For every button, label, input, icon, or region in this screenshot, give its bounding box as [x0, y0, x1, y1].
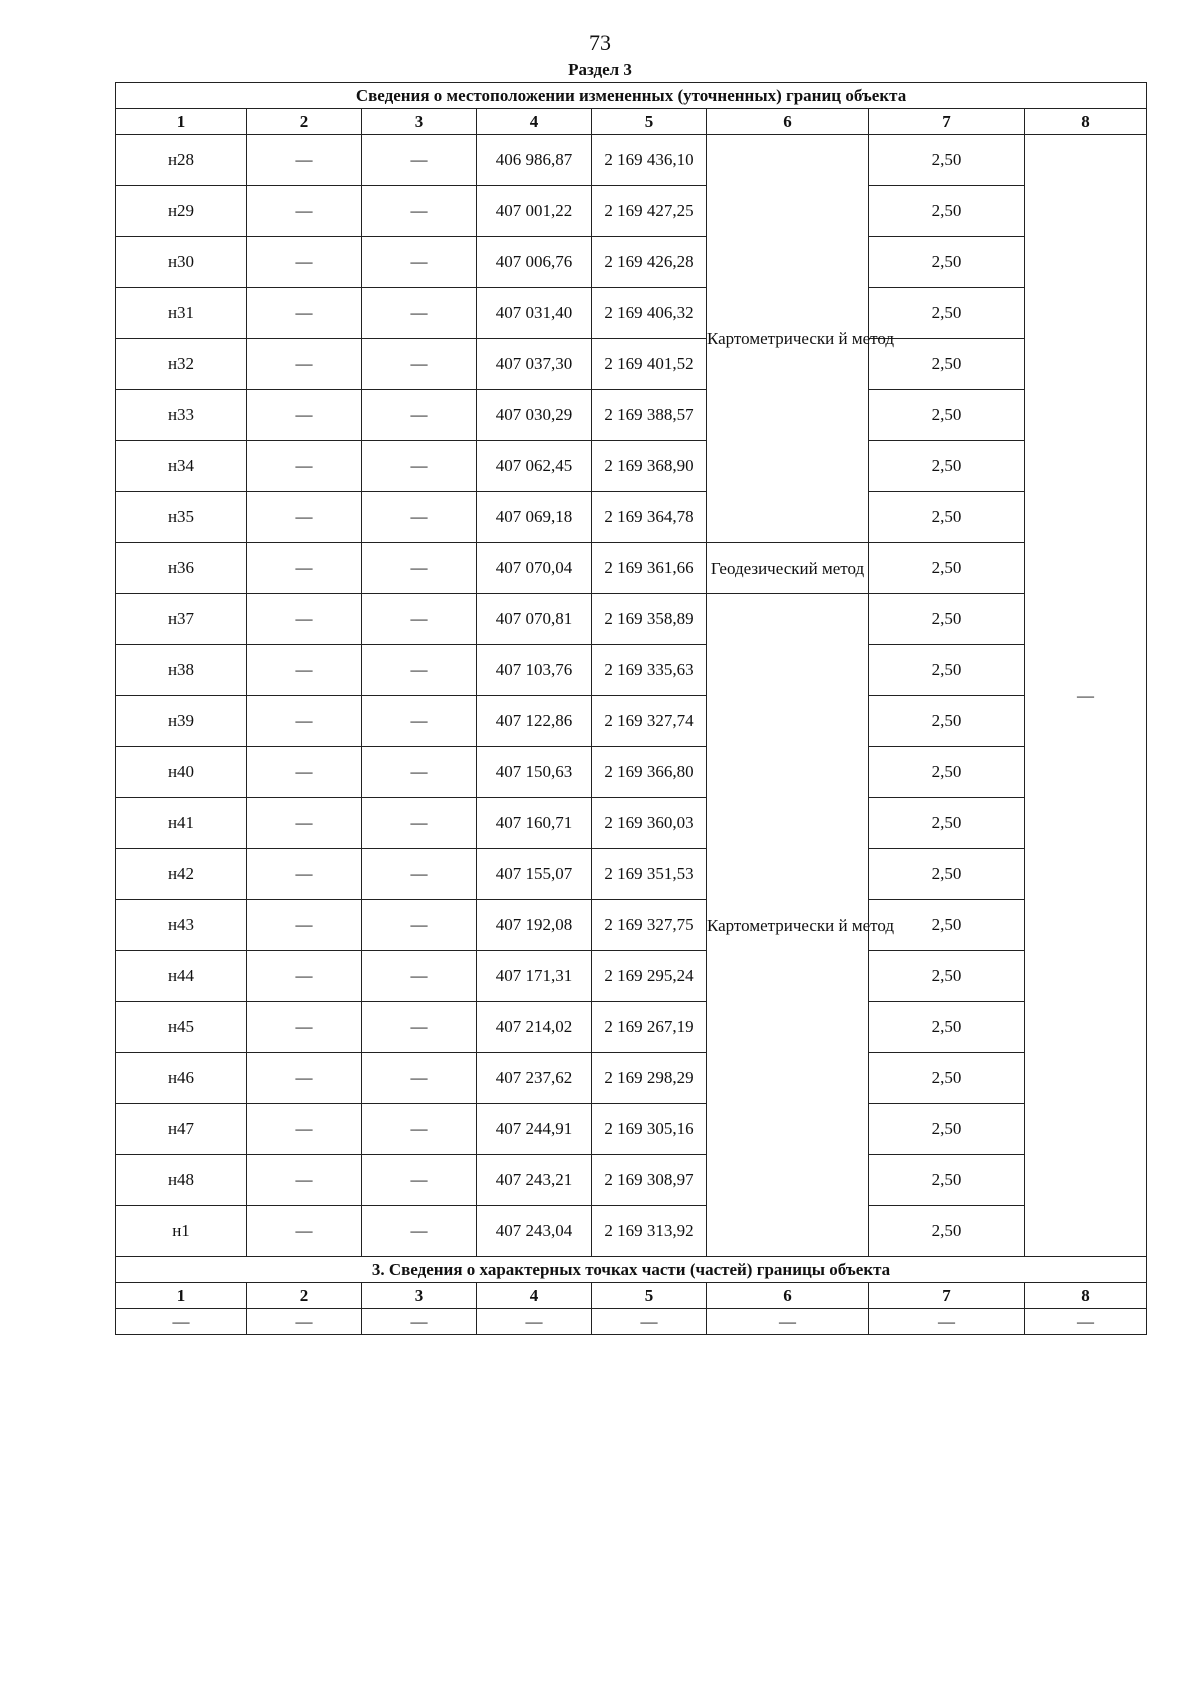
accuracy-value: 2,50 — [869, 1104, 1025, 1155]
column-2-value: — — [247, 441, 362, 492]
column-2-value: — — [247, 1053, 362, 1104]
y-coordinate: 2 169 368,90 — [592, 441, 707, 492]
accuracy-value: 2,50 — [869, 900, 1025, 951]
table-row — [116, 849, 1147, 900]
x-coordinate: 407 062,45 — [477, 441, 592, 492]
accuracy-value: 2,50 — [869, 441, 1025, 492]
x-coordinate: 407 122,86 — [477, 696, 592, 747]
empty-cell: — — [477, 1309, 592, 1335]
accuracy-value: 2,50 — [869, 594, 1025, 645]
y-coordinate: 2 169 406,32 — [592, 288, 707, 339]
column-3-value: — — [362, 1002, 477, 1053]
section-title: Раздел 3 — [568, 60, 632, 79]
accuracy-value: 2,50 — [869, 1155, 1025, 1206]
point-id: н45 — [116, 1002, 247, 1053]
table-row — [116, 135, 1147, 186]
column-number: 1 — [116, 1283, 247, 1309]
column-number-row — [116, 109, 1147, 135]
y-coordinate: 2 169 295,24 — [592, 951, 707, 1002]
table-row — [116, 186, 1147, 237]
column-8-value: — — [1025, 135, 1147, 1257]
y-coordinate: 2 169 364,78 — [592, 492, 707, 543]
column-number: 5 — [592, 109, 707, 135]
column-3-value: — — [362, 1104, 477, 1155]
column-number: 8 — [1025, 109, 1147, 135]
accuracy-value: 2,50 — [869, 951, 1025, 1002]
column-2-value: — — [247, 594, 362, 645]
accuracy-value: 2,50 — [869, 288, 1025, 339]
x-coordinate: 407 192,08 — [477, 900, 592, 951]
x-coordinate: 407 037,30 — [477, 339, 592, 390]
point-id: н33 — [116, 390, 247, 441]
column-2-value: — — [247, 849, 362, 900]
column-number: 7 — [869, 1283, 1025, 1309]
x-coordinate: 407 070,04 — [477, 543, 592, 594]
point-id: н40 — [116, 747, 247, 798]
column-2-value: — — [247, 237, 362, 288]
x-coordinate: 407 069,18 — [477, 492, 592, 543]
point-id: н34 — [116, 441, 247, 492]
column-number: 2 — [247, 1283, 362, 1309]
column-3-value: — — [362, 390, 477, 441]
column-2-value: — — [247, 1155, 362, 1206]
x-coordinate: 407 001,22 — [477, 186, 592, 237]
y-coordinate: 2 169 360,03 — [592, 798, 707, 849]
column-3-value: — — [362, 441, 477, 492]
method-cell: Картометрически й метод — [707, 594, 869, 1257]
column-2-value: — — [247, 1002, 362, 1053]
y-coordinate: 2 169 327,75 — [592, 900, 707, 951]
accuracy-value: 2,50 — [869, 237, 1025, 288]
column-number: 5 — [592, 1283, 707, 1309]
column-3-value: — — [362, 849, 477, 900]
column-number: 2 — [247, 109, 362, 135]
table-row — [116, 237, 1147, 288]
section3-title-row — [116, 1257, 1147, 1283]
point-id: н39 — [116, 696, 247, 747]
table-row — [116, 390, 1147, 441]
accuracy-value: 2,50 — [869, 696, 1025, 747]
table-title-row — [116, 83, 1147, 109]
point-id: н35 — [116, 492, 247, 543]
point-id: н41 — [116, 798, 247, 849]
column-2-value: — — [247, 135, 362, 186]
column-3-value: — — [362, 339, 477, 390]
table-row — [116, 747, 1147, 798]
point-id: н47 — [116, 1104, 247, 1155]
column-3-value: — — [362, 594, 477, 645]
point-id: н42 — [116, 849, 247, 900]
y-coordinate: 2 169 335,63 — [592, 645, 707, 696]
column-3-value: — — [362, 186, 477, 237]
column-3-value: — — [362, 645, 477, 696]
x-coordinate: 407 031,40 — [477, 288, 592, 339]
column-3-value: — — [362, 696, 477, 747]
accuracy-value: 2,50 — [869, 135, 1025, 186]
boundary-table — [115, 82, 1147, 1335]
column-3-value: — — [362, 237, 477, 288]
column-2-value: — — [247, 645, 362, 696]
section3-title: 3. Сведения о характерных точках части (частей) границы объекта — [116, 1257, 1147, 1283]
point-id: н43 — [116, 900, 247, 951]
column-2-value: — — [247, 696, 362, 747]
accuracy-value: 2,50 — [869, 645, 1025, 696]
column-3-value: — — [362, 900, 477, 951]
table-row — [116, 543, 1147, 594]
point-id: н1 — [116, 1206, 247, 1257]
x-coordinate: 407 243,04 — [477, 1206, 592, 1257]
column-3-value: — — [362, 135, 477, 186]
x-coordinate: 407 214,02 — [477, 1002, 592, 1053]
point-id: н36 — [116, 543, 247, 594]
y-coordinate: 2 169 366,80 — [592, 747, 707, 798]
column-2-value: — — [247, 747, 362, 798]
section3-empty-row — [116, 1309, 1147, 1335]
column-number: 6 — [707, 109, 869, 135]
column-2-value: — — [247, 1104, 362, 1155]
accuracy-value: 2,50 — [869, 492, 1025, 543]
method-cell: Картометрически й метод — [707, 135, 869, 543]
point-id: н37 — [116, 594, 247, 645]
column-3-value: — — [362, 1206, 477, 1257]
table-row — [116, 798, 1147, 849]
column-2-value: — — [247, 288, 362, 339]
column-2-value: — — [247, 900, 362, 951]
column-3-value: — — [362, 543, 477, 594]
point-id: н44 — [116, 951, 247, 1002]
accuracy-value: 2,50 — [869, 849, 1025, 900]
accuracy-value: 2,50 — [869, 186, 1025, 237]
empty-cell: — — [362, 1309, 477, 1335]
x-coordinate: 407 150,63 — [477, 747, 592, 798]
y-coordinate: 2 169 361,66 — [592, 543, 707, 594]
table-row — [116, 492, 1147, 543]
y-coordinate: 2 169 401,52 — [592, 339, 707, 390]
table-row — [116, 288, 1147, 339]
x-coordinate: 407 006,76 — [477, 237, 592, 288]
page-number: 73 — [589, 30, 611, 55]
column-2-value: — — [247, 492, 362, 543]
x-coordinate: 407 030,29 — [477, 390, 592, 441]
point-id: н38 — [116, 645, 247, 696]
empty-cell: — — [592, 1309, 707, 1335]
table-row — [116, 1206, 1147, 1257]
column-3-value: — — [362, 951, 477, 1002]
point-id: н31 — [116, 288, 247, 339]
column-number: 3 — [362, 109, 477, 135]
y-coordinate: 2 169 327,74 — [592, 696, 707, 747]
empty-cell: — — [247, 1309, 362, 1335]
x-coordinate: 407 103,76 — [477, 645, 592, 696]
accuracy-value: 2,50 — [869, 543, 1025, 594]
column-number: 8 — [1025, 1283, 1147, 1309]
method-cell: Геодезический метод — [707, 543, 869, 594]
column-2-value: — — [247, 951, 362, 1002]
column-2-value: — — [247, 186, 362, 237]
y-coordinate: 2 169 267,19 — [592, 1002, 707, 1053]
empty-cell: — — [707, 1309, 869, 1335]
point-id: н32 — [116, 339, 247, 390]
column-2-value: — — [247, 543, 362, 594]
x-coordinate: 406 986,87 — [477, 135, 592, 186]
table-row — [116, 900, 1147, 951]
column-number: 4 — [477, 109, 592, 135]
y-coordinate: 2 169 426,28 — [592, 237, 707, 288]
table-row — [116, 951, 1147, 1002]
empty-cell: — — [1025, 1309, 1147, 1335]
x-coordinate: 407 155,07 — [477, 849, 592, 900]
table-body — [116, 83, 1147, 1335]
x-coordinate: 407 171,31 — [477, 951, 592, 1002]
y-coordinate: 2 169 436,10 — [592, 135, 707, 186]
column-number: 6 — [707, 1283, 869, 1309]
table-row — [116, 594, 1147, 645]
point-id: н30 — [116, 237, 247, 288]
column-3-value: — — [362, 1155, 477, 1206]
column-number: 7 — [869, 109, 1025, 135]
column-2-value: — — [247, 798, 362, 849]
accuracy-value: 2,50 — [869, 747, 1025, 798]
x-coordinate: 407 070,81 — [477, 594, 592, 645]
column-3-value: — — [362, 288, 477, 339]
point-id: н48 — [116, 1155, 247, 1206]
column-2-value: — — [247, 339, 362, 390]
accuracy-value: 2,50 — [869, 798, 1025, 849]
x-coordinate: 407 243,21 — [477, 1155, 592, 1206]
y-coordinate: 2 169 313,92 — [592, 1206, 707, 1257]
table-row — [116, 1104, 1147, 1155]
table-row — [116, 1155, 1147, 1206]
y-coordinate: 2 169 298,29 — [592, 1053, 707, 1104]
empty-cell: — — [869, 1309, 1025, 1335]
accuracy-value: 2,50 — [869, 390, 1025, 441]
x-coordinate: 407 237,62 — [477, 1053, 592, 1104]
y-coordinate: 2 169 358,89 — [592, 594, 707, 645]
column-3-value: — — [362, 747, 477, 798]
table-row — [116, 441, 1147, 492]
x-coordinate: 407 160,71 — [477, 798, 592, 849]
y-coordinate: 2 169 308,97 — [592, 1155, 707, 1206]
section3-column-number-row — [116, 1283, 1147, 1309]
accuracy-value: 2,50 — [869, 1053, 1025, 1104]
table-row — [116, 645, 1147, 696]
accuracy-value: 2,50 — [869, 1002, 1025, 1053]
point-id: н46 — [116, 1053, 247, 1104]
column-number: 3 — [362, 1283, 477, 1309]
column-3-value: — — [362, 798, 477, 849]
point-id: н28 — [116, 135, 247, 186]
column-number: 1 — [116, 109, 247, 135]
column-3-value: — — [362, 492, 477, 543]
column-3-value: — — [362, 1053, 477, 1104]
empty-cell: — — [116, 1309, 247, 1335]
y-coordinate: 2 169 427,25 — [592, 186, 707, 237]
column-2-value: — — [247, 1206, 362, 1257]
accuracy-value: 2,50 — [869, 1206, 1025, 1257]
table-row — [116, 1002, 1147, 1053]
table-row — [116, 339, 1147, 390]
table-row — [116, 696, 1147, 747]
accuracy-value: 2,50 — [869, 339, 1025, 390]
column-number: 4 — [477, 1283, 592, 1309]
table-row — [116, 1053, 1147, 1104]
column-2-value: — — [247, 390, 362, 441]
table-title: Сведения о местоположении измененных (уточненных) границ объекта — [116, 83, 1147, 109]
x-coordinate: 407 244,91 — [477, 1104, 592, 1155]
point-id: н29 — [116, 186, 247, 237]
y-coordinate: 2 169 305,16 — [592, 1104, 707, 1155]
y-coordinate: 2 169 388,57 — [592, 390, 707, 441]
y-coordinate: 2 169 351,53 — [592, 849, 707, 900]
